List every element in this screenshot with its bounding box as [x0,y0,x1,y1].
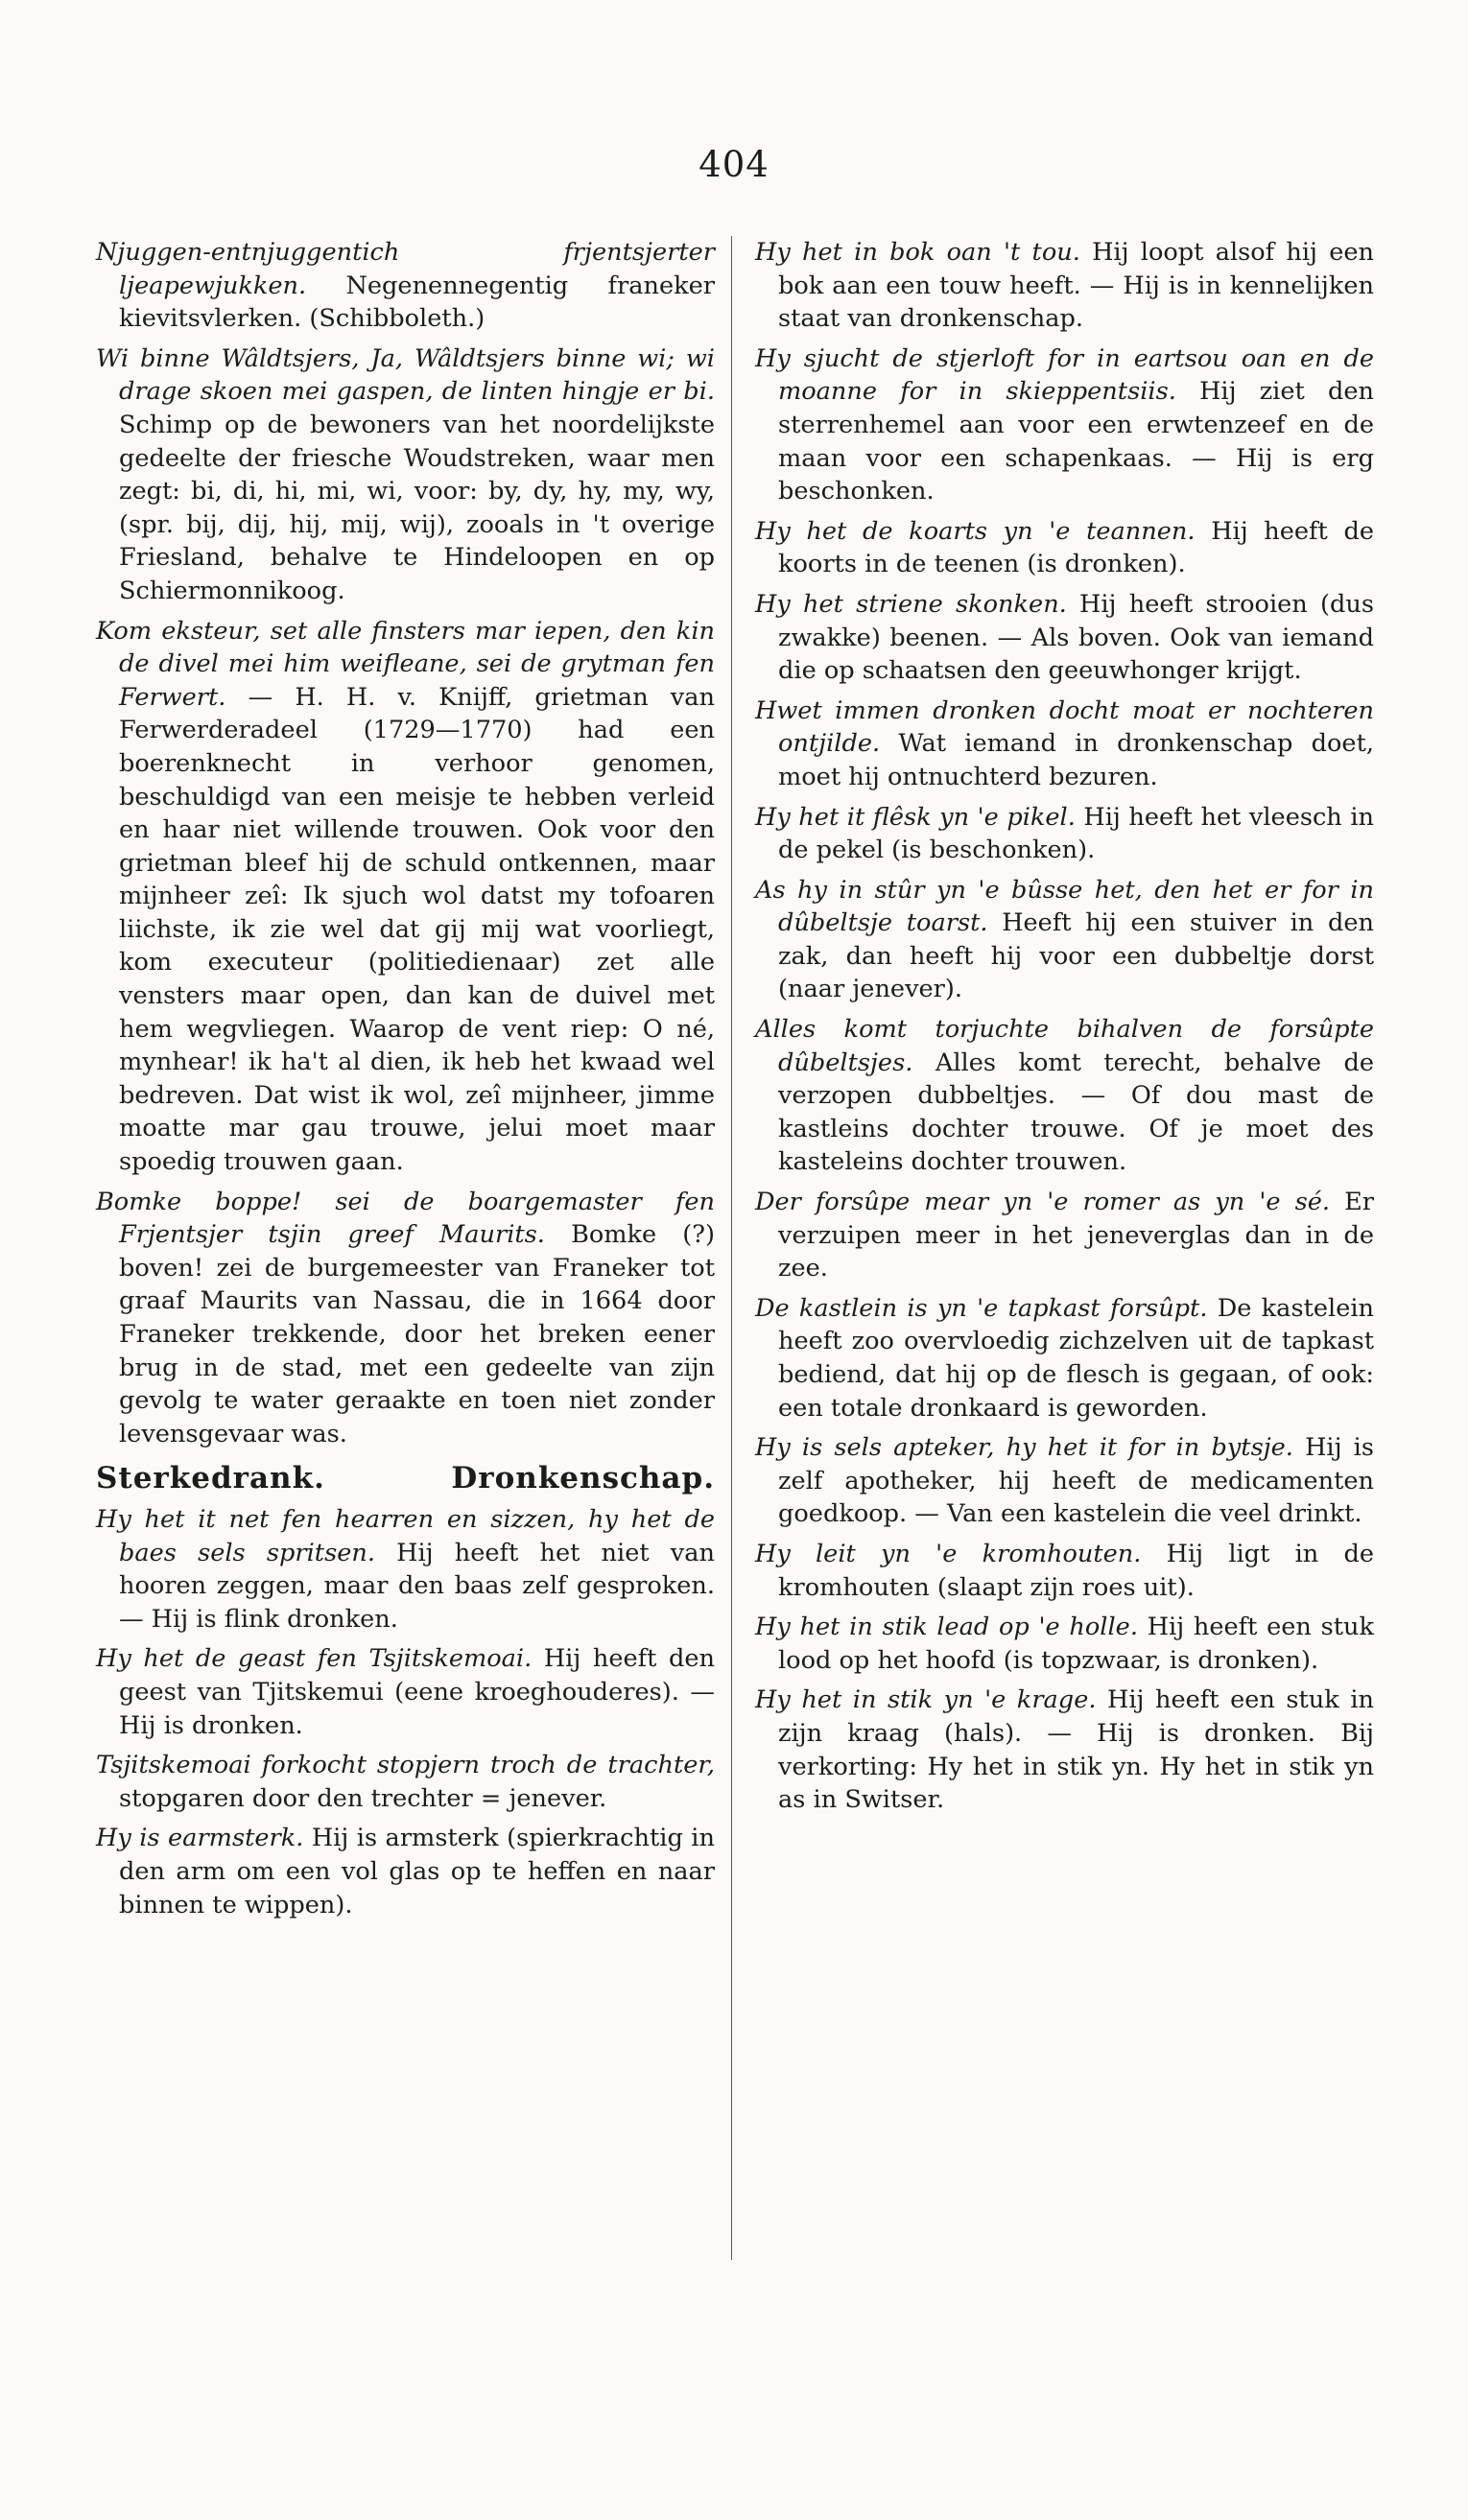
frisian-proverb: De kastlein is yn 'e tapkast forsûpt. [755,1293,1208,1323]
entry [96,1503,715,1636]
frisian-proverb: Hy het in stik lead op 'e holle. [755,1613,1138,1642]
column-divider [731,236,732,2260]
frisian-proverb: Der forsûpe mear yn 'e romer as yn 'e sé. [755,1188,1330,1217]
frisian-proverb: Hy het in bok oan 't tou. [755,238,1080,267]
translation: Hij ligt in de kromhouten (slaapt zijn roes uit). [778,1539,1374,1602]
translation: Hij heeft het vleesch in de pekel (is beschonken). [778,802,1374,865]
frisian-proverb: Wi binne Wâldtsjers, Ja, Wâldtsjers binne wi; wi drage skoen mei gaspen, de linten hingje er bi. [96,343,715,407]
entry [755,1684,1374,1816]
left-column [96,236,715,1928]
frisian-proverb: Hy het in stik yn 'e krage. [755,1685,1097,1715]
translation: Hij heeft het niet van hooren zeggen, maar den baas zelf gesproken. — Hij is flink dronken. [119,1538,716,1634]
translation: Hij loopt alsof hij een bok aan een touw heeft. — Hij is in kennelijken staat van dronkenschap. [778,238,1375,334]
frisian-proverb: As hy in stûr yn 'e bûsse het, den het er for in dûbeltsje toarst. [755,875,1374,938]
entry [96,342,715,608]
translation: Heeft hij een stuiver in den zak, dan heeft hij voor een dubbeltje dorst (naar jenever). [778,908,1374,1004]
translation: Hij heeft een stuk in zijn kraag (hals). — Hij is dronken. Bij verkorting: Hy het in stik yn. Hy het in stik yn as in Switser. [778,1685,1375,1815]
frisian-proverb: Hy het de koarts yn 'e teannen. [755,516,1196,546]
entry [96,1749,715,1815]
frisian-proverb: Hy is sels apteker, hy het it for in bytsje. [755,1433,1293,1463]
frisian-proverb: Kom eksteur, set alle finsters mar iepen, den kin de divel mei him weifleane, sei de grytman fen Ferwert. [96,616,715,712]
translation: Hij heeft den geest van Tjitskemui (eene kroeghouderes). — Hij is dronken. [119,1644,715,1740]
entry [755,1538,1374,1604]
translation: Wat iemand in dronkenschap doet, moet hij ontnuchterd bezuren. [778,729,1374,791]
entry [96,1822,715,1921]
entry [755,1186,1374,1285]
translation: Bomke (?) boven! zei de burgemeester van Franeker tot graaf Maurits van Nassau, die in 1664 door Franeker trekkende, door het breken eener brug in de stad, met een gedeelte van zijn gevolg te water geraakte en toen niet zonder levensgevaar was. [119,1220,716,1448]
right-column [755,236,1374,1824]
translation: Hij is armsterk (spierkrachtig in den arm om een vol glas op te heffen en naar binnen te wippen). [119,1824,715,1919]
entry [755,1013,1374,1179]
entry [755,342,1374,508]
entry [755,1292,1374,1425]
entry [755,695,1374,794]
entry [755,515,1374,581]
translation: Hij heeft de koorts in de teenen (is dronken). [778,516,1374,579]
translation: Hij heeft strooien (dus zwakke) beenen. — Als boven. Ook van iemand die op schaatsen den geeuwhonger krijgt. [778,589,1374,686]
entry [755,1611,1374,1677]
entry [96,615,715,1179]
translation: — H. H. v. Knijff, grietman van Ferwerderadeel (1729—1770) had een boerenknecht in verhoor genomen, beschuldigd van een meisje te hebben verleid en haar niet willende trouwen. Ook voor den grietman bleef hij de schuld ontkennen, maar mijnheer zeî: Ik sjuch wol datst my tofoaren liichste, ik zie wel dat gij mij wat voorliegt, kom executeur (politiedienaar) zet alle vensters maar open, dan kan de duivel met hem wegvliegen. Waarop de vent riep: O né, mynhear! ik ha't al dien, ik heb het kwaad wel bedreven. Dat wist ik wol, zeî mijnheer, jimme moatte mar gau trouwe, jelui moet maar spoedig trouwen gaan. [119,682,716,1177]
translation: stopgaren door den trechter = jenever. [119,1783,607,1813]
frisian-proverb: Hy het it net fen hearren en sizzen, hy het de baes sels spritsen. [96,1504,715,1567]
translation: Hij heeft een stuk lood op het hoofd (is topzwaar, is dronken). [778,1613,1374,1675]
translation: Hij is zelf apotheker, hij heeft de medicamenten goedkoop. — Van een kastelein die veel drinkt. [778,1433,1375,1529]
frisian-proverb: Hy leit yn 'e kromhouten. [755,1539,1142,1568]
frisian-proverb: Alles komt torjuchte bihalven de forsûpte dûbeltsjes. [755,1015,1374,1077]
translation: Er verzuipen meer in het jeneverglas dan in de zee. [778,1188,1374,1284]
entry [755,588,1374,688]
entry [755,874,1374,1006]
frisian-proverb: Tsjitskemoai forkocht stopjern troch de trachter, [96,1751,715,1780]
translation: Negenennegentig franeker kievitsvlerken. (Schibboleth.) [119,271,715,334]
translation: De kastelein heeft zoo overvloedig zichzelven uit de tapkast bediend, dat hij op de flesch is gegaan, of ook: een totale dronkaard is geworden. [778,1293,1375,1423]
entry [755,236,1374,336]
entry [96,1186,715,1451]
translation: Alles komt terecht, behalve de verzopen dubbeltjes. — Of dou mast de kastleins dochter trouwe. Of je moet des kasteleins dochter trouwen. [778,1048,1374,1177]
frisian-proverb: Hy het striene skonken. [755,589,1067,619]
frisian-proverb: Njuggen-entnjuggentich frjentsjerter ljeapewjukken. [96,238,715,300]
translation: Schimp op de bewoners van het noordelijkste gedeelte der friesche Woudstreken, waar men zegt: bi, di, hi, mi, wi, voor: by, dy, hy, my, wy, (spr. bij, dij, hij, mij, wij), zooals in 't overige Friesland, behalve te Hindeloopen en op Schiermonnikoog. [119,410,715,605]
frisian-proverb: Hy sjucht de stjerloft for in eartsou oan en de moanne for in skieppentsiis. [755,343,1374,407]
entry [755,1431,1374,1531]
translation: Hij ziet den sterrenhemel aan voor een erwtenzeef en de maan voor een schapenkaas. — Hij is erg beschonken. [778,377,1375,506]
frisian-proverb: Hy het it flêsk yn 'e pikel. [755,802,1076,832]
frisian-proverb: Hy is earmsterk. [96,1824,304,1853]
section-heading: Sterkedrank. Dronkenschap. [96,1461,715,1496]
frisian-proverb: Bomke boppe! sei de boargemaster fen Frjentsjer tsjin greef Maurits. [96,1187,715,1250]
frisian-proverb: Hy het de geast fen Tsjitskemoai. [96,1644,533,1674]
entry [755,801,1374,867]
page-number: 404 [698,144,770,185]
frisian-proverb: Hwet immen dronken docht moat er nochteren ontjilde. [755,695,1374,759]
entry [96,236,715,336]
entry [96,1642,715,1742]
